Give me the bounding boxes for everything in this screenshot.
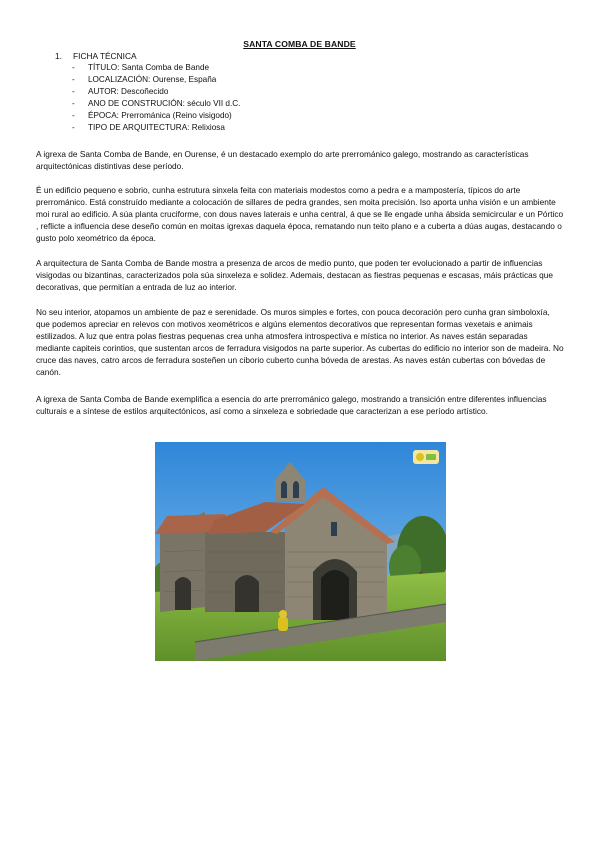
- list-item: - LOCALIZACIÓN: Ourense, España: [72, 75, 217, 85]
- paragraph-architecture: A arquitectura de Santa Comba de Bande mostra a presenza de arcos de medio punto, que poden ter evolucionado a partir de influencias visigodas ou bizantinas, caracterizados pola súa sinxeleza e solidez. Ademais, destacan as fiestras pequenas e escasas, máis prácticas que decorativas, que permitían a entrada de luz ao interior.: [36, 258, 553, 293]
- side-arch: [235, 575, 259, 612]
- logo-badge-icon: [413, 450, 439, 464]
- list-item: - TÍTULO: Santa Comba de Bande: [72, 63, 210, 72]
- section-heading: [55, 51, 137, 61]
- window: [331, 522, 337, 536]
- paragraph-intro: A igrexa de Santa Comba de Bande, en Ourense, é un destacado exemplo do arte prerrománico galego, mostrando as características arquitectónicas distintivas dese período.: [36, 149, 529, 172]
- paragraph-interior: No seu interior, atopamos un ambiente de paz e serenidade. Os muros simples e fortes, con pouca decoración pero cunha gran simboloxía, que podemos apreciar en relevos con motivos xeométricos e algúns elementos decorativos que representan formas vexetais e animais estilizados. A luz que entra polas fiestras pequenas crea unha atmosfera introspectiva e mística no interior. As naves están separadas mediante capiteis corintios, que sustentan arcos de ferradura visigodos na parte superior. As cubertas do edificio no interior son de madeira. No cruce das naves, catro arcos de ferradura sosteñen un ciborio cuberto cunha bóveda de arestas. As naves están cubertas con bóvedas de canón.: [36, 307, 564, 378]
- church-photo: [155, 442, 446, 661]
- church-illustration: [155, 442, 446, 661]
- list-item: - AUTOR: Descoñecido: [72, 87, 169, 97]
- figure: [278, 617, 288, 631]
- section-heading-text: FICHA TÉCNICA: [73, 51, 137, 61]
- paragraph-structure: É un edificio pequeno e sobrio, cunha estrutura sinxela feita con materiais modestos como a pedra e a mampostería, típicos do arte prerrománico. Está construído mediante a colocación de sillares de pedra grandes, sen moita precisión. Iso aporta unha visión e un ambiente moi rural ao edificio. A súa planta cruciforme, con dous naves laterais e unha central, á que se lle engade unha ábsida semicircular e un Pórtico , reflicte a influencia dese deseño común en moitas igrexas daquela época, rematando nun teito plano e a cuberta a dúas augas, destacando o gusto polo xeométrico da época.: [36, 185, 564, 244]
- list-item: - ÉPOCA: Prerrománica (Reino visigodo): [72, 111, 232, 121]
- technical-sheet-list: [72, 62, 240, 135]
- side-arch: [175, 577, 191, 610]
- section-number: 1.: [55, 51, 62, 61]
- list-item: - ANO DE CONSTRUCIÓN: século VII d.C.: [72, 99, 241, 109]
- list-item: - TIPO DE ARQUITECTURA: Relixiosa: [72, 123, 225, 133]
- document-title: SANTA COMBA DE BANDE: [243, 39, 356, 49]
- paragraph-conclusion: A igrexa de Santa Comba de Bande exemplifica a esencia do arte prerrománico galego, mostrando a transición entre diferentes influencias culturais e a síntese de estilos arquitectónicos, así como a sinxeleza e sobriedade que caracterizan a ese período artístico.: [36, 394, 547, 417]
